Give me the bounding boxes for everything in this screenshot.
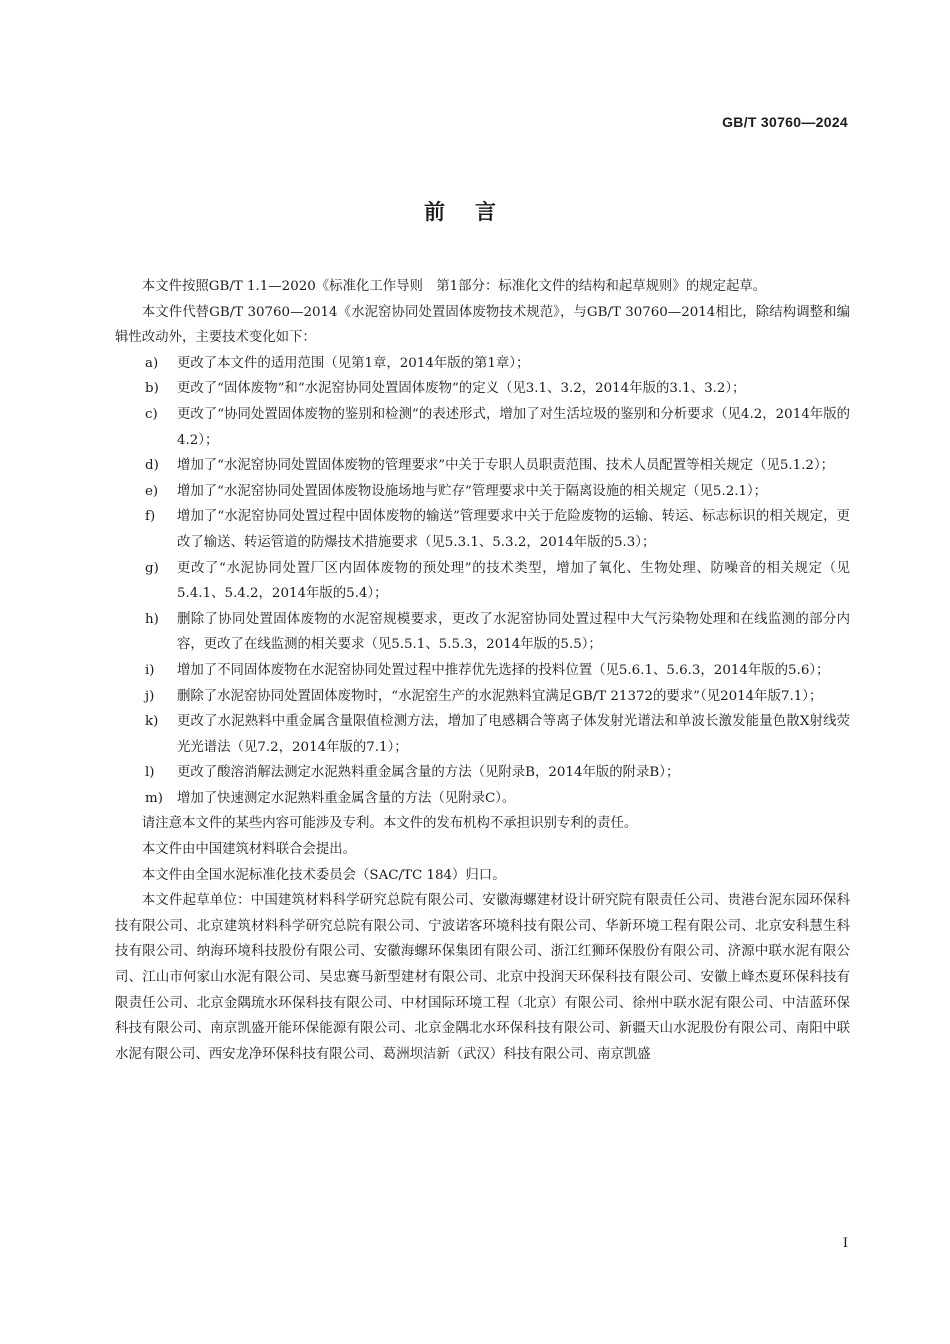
list-item-label: e) [145, 483, 159, 499]
list-item-label: k) [145, 714, 159, 730]
list-item-text: 更改了“固体废物”和“水泥窑协同处置固体废物”的定义（见3.1、3.2，2014年版的3.1、3.2）； [177, 381, 746, 397]
list-item-label: f) [145, 509, 156, 525]
list-item [115, 684, 850, 710]
list-item [115, 607, 850, 658]
paragraph-replacement-note: 本文件代替GB/T 30760—2014《水泥窑协同处置固体废物技术规范》，与GB/T 30760—2014相比，除结构调整和编辑性改动外，主要技术变化如下： [115, 304, 850, 346]
list-item [115, 453, 850, 479]
list-item-text: 更改了酸溶消解法测定水泥熟料重金属含量的方法（见附录B，2014年版的附录B）； [177, 765, 680, 781]
list-item-text: 删除了协同处置固体废物的水泥窑规模要求，更改了水泥窑协同处置过程中大气污染物处理和在线监测的部分内容，更改了在线监测的相关要求（见5.5.1、5.5.3，2014年版的5.5）； [177, 611, 850, 653]
list-item-label: j) [145, 688, 155, 704]
list-item-text: 增加了快速测定水泥熟料重金属含量的方法（见附录C）。 [177, 790, 516, 806]
page-title: 前言 [424, 200, 526, 224]
list-item [115, 402, 850, 453]
list-item-label: m) [145, 790, 163, 806]
list-item-label: c) [145, 406, 158, 422]
list-item [115, 479, 850, 505]
list-item-text: 增加了不同固体废物在水泥窑协同处置过程中推荐优先选择的投料位置（见5.6.1、5.6.3，2014年版的5.6）； [177, 662, 830, 678]
technical-changes-list [115, 351, 850, 812]
list-item-label: h) [145, 611, 159, 627]
list-item-label: a) [145, 355, 159, 371]
page-number: I [842, 1236, 848, 1251]
list-item-text: 更改了本文件的适用范围（见第1章，2014年版的第1章）； [177, 355, 530, 371]
list-item [115, 786, 850, 812]
list-item [115, 351, 850, 377]
list-item [115, 504, 850, 555]
paragraph-drafting-units: 本文件起草单位：中国建筑材料科学研究总院有限公司、安徽海螺建材设计研究院有限责任公司、贵港台泥东园环保科技有限公司、北京建筑材料科学研究总院有限公司、宁波诺客环境科技有限公司、华新环境工程有限公司、北京安科慧生科技有限公司、纳海环境科技股份有限公司、安徽海螺环保集团有限公司、浙江红狮环保股份有限公司、济源中联水泥有限公司、江山市何家山水泥有限公司、吴忠赛马新型建材有限公司、北京中投润天环保科技有限公司、安徽上峰杰夏环保科技有限责任公司、北京金隅琉水环保科技有限公司、中材国际环境工程（北京）有限公司、徐州中联水泥有限公司、中洁蓝环保科技有限公司、南京凯盛开能环保能源有限公司、北京金隅北水环保科技有限公司、新疆天山水泥股份有限公司、南阳中联水泥有限公司、西安龙净环保科技有限公司、葛洲坝洁新（武汉）科技有限公司、南京凯盛 [115, 893, 850, 1062]
list-item [115, 760, 850, 786]
paragraph-proposer: 本文件由中国建筑材料联合会提出。 [141, 842, 357, 858]
list-item-text: 增加了“水泥窑协同处置固体废物的管理要求”中关于专职人员职责范围、技术人员配置等相关规定（见5.1.2）； [177, 458, 835, 474]
list-item-label: g) [145, 560, 159, 576]
list-item-label: d) [145, 458, 159, 474]
list-item [115, 556, 850, 607]
list-item [115, 658, 850, 684]
list-item-text: 更改了“协同处置固体废物的鉴别和检测”的表述形式，增加了对生活垃圾的鉴别和分析要求（见4.2，2014年版的4.2）； [177, 406, 850, 448]
list-item-text: 增加了“水泥窑协同处置固体废物设施场地与贮存”管理要求中关于隔离设施的相关规定（见5.2.1）； [177, 483, 768, 499]
document-body [115, 274, 850, 1067]
list-item-text: 删除了水泥窑协同处置固体废物时，“水泥窑生产的水泥熟料宜满足GB/T 21372的要求”（见2014年版7.1）； [177, 688, 823, 704]
list-item-label: l) [145, 765, 155, 781]
list-item [115, 709, 850, 760]
list-item [115, 376, 850, 402]
list-item-text: 更改了“水泥协同处置厂区内固体废物的预处理”的技术类型，增加了氧化、生物处理、防噪音的相关规定（见5.4.1、5.4.2，2014年版的5.4）； [177, 560, 850, 602]
list-item-label: i) [145, 662, 155, 678]
list-item-label: b) [145, 381, 159, 397]
paragraph-committee: 本文件由全国水泥标准化技术委员会（SAC/TC 184）归口。 [141, 867, 506, 883]
list-item-text: 更改了水泥熟料中重金属含量限值检测方法，增加了电感耦合等离子体发射光谱法和单波长激发能量色散X射线荧光光谱法（见7.2，2014年版的7.1）； [177, 714, 850, 755]
standard-code: GB/T 30760—2024 [722, 114, 848, 130]
paragraph-drafting-rule: 本文件按照GB/T 1.1—2020《标准化工作导则 第1部分：标准化文件的结构和起草规则》的规定起草。 [141, 279, 767, 294]
list-item-text: 增加了“水泥窑协同处置过程中固体废物的输送”管理要求中关于危险废物的运输、转运、标志标识的相关规定，更改了输送、转运管道的防爆技术措施要求（见5.3.1、5.3.2，2014年版的5.3）； [177, 509, 850, 550]
paragraph-patent-notice: 请注意本文件的某些内容可能涉及专利。本文件的发布机构不承担识别专利的责任。 [141, 816, 638, 832]
